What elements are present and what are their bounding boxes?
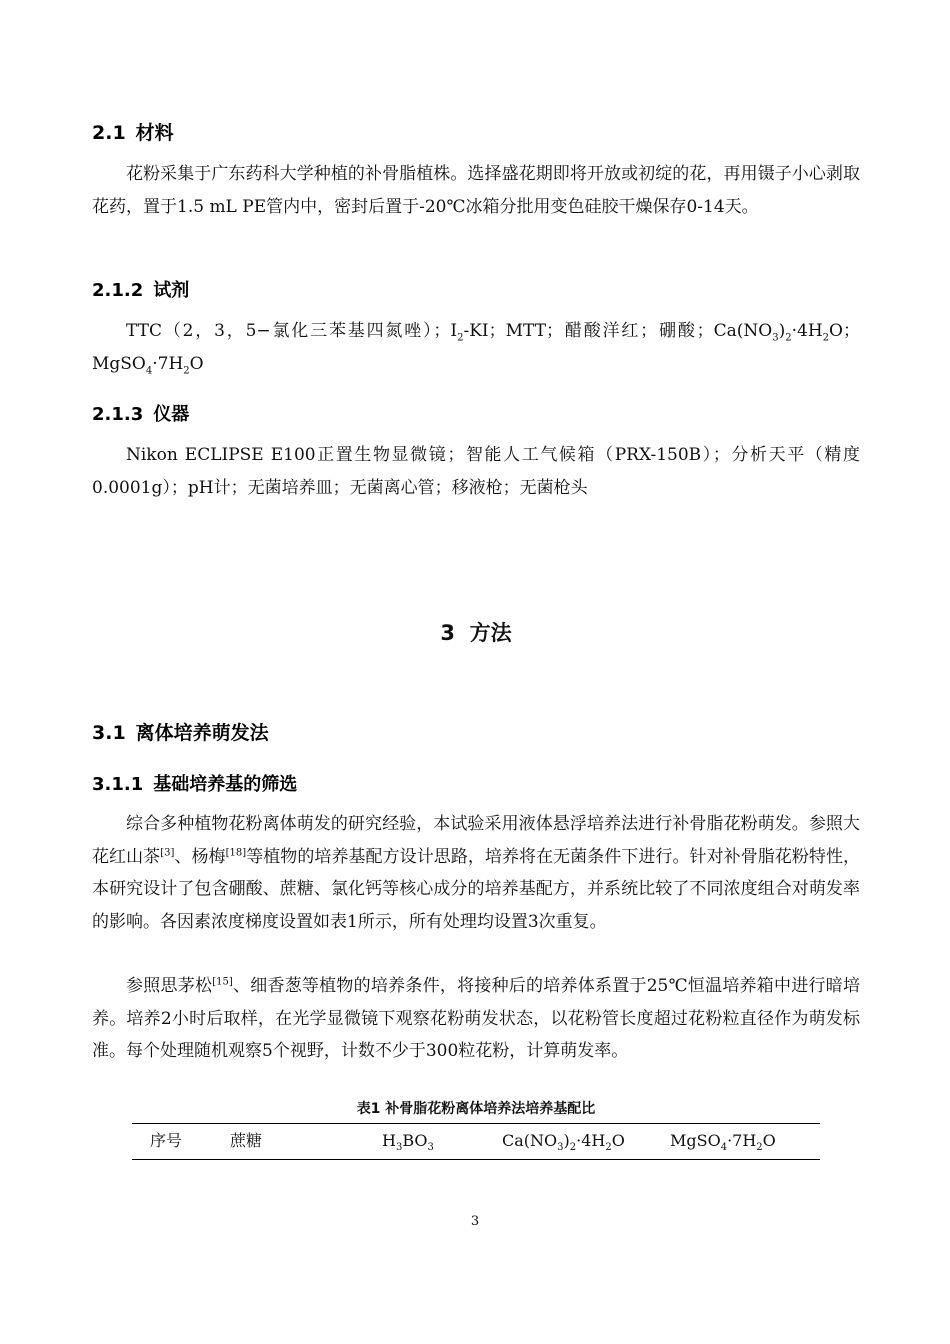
heading-title: 方法 (469, 621, 512, 645)
paragraph-medium-screening: 综合多种植物花粉离体萌发的研究经验，本试验采用液体悬浮培养法进行补骨脂花粉萌发。参照大花红山茶[3]、杨梅[18]等植物的培养基配方设计思路，培养将在无菌条件下进行。针对补骨脂花粉特性，本研究设计了包含硼酸、蔗糖、氯化钙等核心成分的培养基配方，并系统比较了不同浓度组合对萌发率的影响。各因素浓度梯度设置如表1所示，所有处理均设置3次重复。 (92, 814, 861, 932)
medium-ratio-table (132, 1123, 820, 1160)
col-sequence: 序号 (150, 1131, 183, 1150)
citation: [3] (160, 846, 175, 858)
col-sucrose: 蔗糖 (230, 1131, 263, 1150)
heading-2-1 (92, 118, 174, 145)
paragraph-reagents: TTC（2，3，5−氯化三苯基四氮唑）；$I_2-KI$；MTT；醋酸洋红；硼酸；$Ca(NO_3)_2\cdot 4H_2O$；$MgSO_4\cdot 7H_2O$ (92, 321, 860, 376)
heading-title: 试剂 (153, 280, 190, 301)
heading-title: 离体培养萌发法 (135, 722, 269, 744)
heading-2-1-3 (92, 400, 189, 426)
heading-number: 2.1.3 (92, 404, 144, 425)
paragraph-instruments: Nikon ECLIPSE E100正置生物显微镜；智能人工气候箱（PRX-150B）；分析天平（精度0.0001g）；pH计；无菌培养皿；无菌离心管；移液枪；无菌枪头 (92, 445, 860, 498)
heading-title: 材料 (135, 122, 174, 144)
table-caption: 表1 补骨脂花粉离体培养法培养基配比 (356, 1101, 596, 1117)
heading-number: 2.1.2 (92, 280, 144, 301)
col-magnesium-sulfate: $MgSO_4\cdot 7H_2O$ (670, 1131, 776, 1154)
col-calcium-nitrate: $Ca(NO_3)_2\cdot 4H_2O$ (502, 1131, 625, 1154)
heading-number: 2.1 (92, 122, 126, 144)
heading-title: 仪器 (153, 404, 190, 425)
heading-2-1-2 (92, 276, 189, 302)
heading-number: 3.1 (92, 722, 126, 744)
page-number: 3 (470, 1214, 480, 1229)
heading-number: 3 (440, 621, 455, 645)
heading-number: 3.1.1 (92, 774, 144, 795)
table-header-row (132, 1124, 820, 1160)
paragraph-culture-conditions: 参照思茅松[15]、细香葱等植物的培养条件，将接种后的培养体系置于25℃恒温培养箱中进行暗培养。培养2小时后取样，在光学显微镜下观察花粉萌发状态，以花粉管长度超过花粉粒直径作为萌发标准。每个处理随机观察5个视野，计数不少于300粒花粉，计算萌发率。 (92, 976, 860, 1061)
citation: [15] (212, 976, 233, 988)
heading-3-1-1 (92, 770, 297, 796)
chapter-3-heading (92, 617, 860, 647)
citation: [18] (225, 846, 247, 858)
heading-title: 基础培养基的筛选 (153, 774, 298, 795)
col-h3bo3: $H_3BO_3$ (382, 1131, 434, 1154)
paragraph-materials: 花粉采集于广东药科大学种植的补骨脂植株。选择盛花期即将开放或初绽的花，再用镊子小心剥取花药，置于1.5 mL PE管内中，密封后置于-20℃冰箱分批用变色硅胶干燥保存0-14天。 (92, 164, 860, 217)
heading-3-1 (92, 718, 269, 745)
